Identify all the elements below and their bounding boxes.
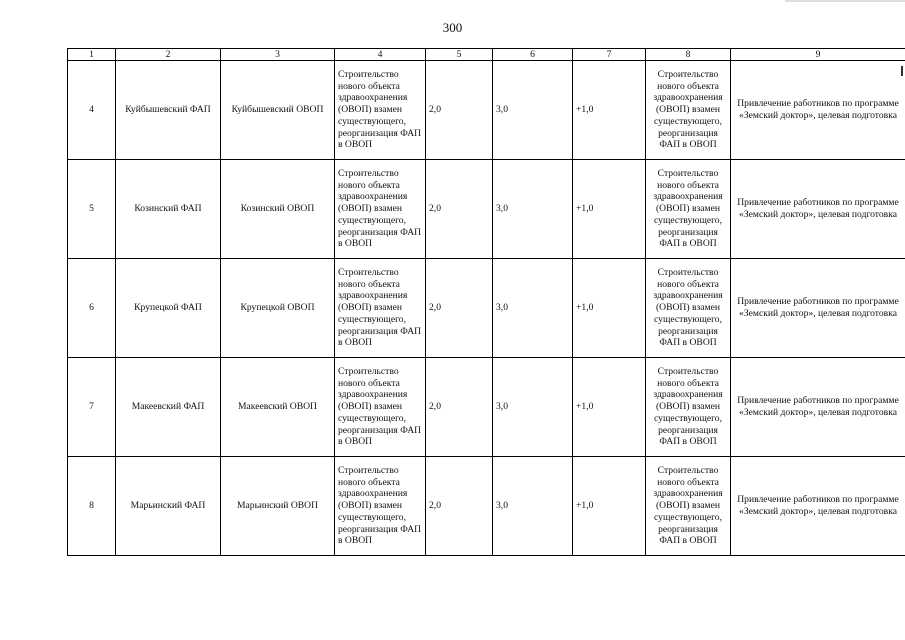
- table-row: [68, 259, 905, 358]
- measure-text: Строительство нового объекта здравоохранения (ОВОП) взамен существующего, реорганизация ФАП в ОВОП: [335, 160, 426, 259]
- row-number: 6: [68, 259, 116, 358]
- column-header: 8: [646, 49, 731, 61]
- result-text: Строительство нового объекта здравоохранения (ОВОП) взамен существующего, реорганизация ФАП в ОВОП: [646, 160, 731, 259]
- value-col7: +1,0: [573, 61, 646, 160]
- value-col7: +1,0: [573, 160, 646, 259]
- value-col7: +1,0: [573, 259, 646, 358]
- fap-name: Макеевский ФАП: [116, 358, 221, 457]
- staffing-text: Привлечение работников по программе «Земский доктор», целевая подготовка: [731, 160, 905, 259]
- result-text: Строительство нового объекта здравоохранения (ОВОП) взамен существующего, реорганизация ФАП в ОВОП: [646, 61, 731, 160]
- column-header: 5: [426, 49, 493, 61]
- measure-text: Строительство нового объекта здравоохранения (ОВОП) взамен существующего, реорганизация ФАП в ОВОП: [335, 457, 426, 556]
- table-row: [68, 457, 905, 556]
- value-col7: +1,0: [573, 457, 646, 556]
- staffing-text: Привлечение работников по программе «Земский доктор», целевая подготовка: [731, 61, 905, 160]
- table-row: [68, 61, 905, 160]
- column-header: 4: [335, 49, 426, 61]
- row-number: 5: [68, 160, 116, 259]
- fap-name: Марьинский ФАП: [116, 457, 221, 556]
- row-number: 8: [68, 457, 116, 556]
- fap-name: Куйбышевский ФАП: [116, 61, 221, 160]
- new-unit-name: Крупецкой ОВОП: [221, 259, 335, 358]
- row-number: 7: [68, 358, 116, 457]
- table-row: [68, 358, 905, 457]
- page-number: 300: [442, 20, 463, 35]
- scan-edge-strip: [785, 0, 905, 2]
- fap-name: Крупецкой ФАП: [116, 259, 221, 358]
- result-text: Строительство нового объекта здравоохранения (ОВОП) взамен существующего, реорганизация ФАП в ОВОП: [646, 358, 731, 457]
- result-text: Строительство нового объекта здравоохранения (ОВОП) взамен существующего, реорганизация ФАП в ОВОП: [646, 457, 731, 556]
- measure-text: Строительство нового объекта здравоохранения (ОВОП) взамен существующего, реорганизация ФАП в ОВОП: [335, 259, 426, 358]
- value-col7: +1,0: [573, 358, 646, 457]
- column-header: 7: [573, 49, 646, 61]
- staffing-text: Привлечение работников по программе «Земский доктор», целевая подготовка: [731, 259, 905, 358]
- measure-text: Строительство нового объекта здравоохранения (ОВОП) взамен существующего, реорганизация ФАП в ОВОП: [335, 358, 426, 457]
- value-col6: 3,0: [493, 358, 573, 457]
- staffing-text: Привлечение работников по программе «Земский доктор», целевая подготовка: [731, 457, 905, 556]
- new-unit-name: Марьинский ОВОП: [221, 457, 335, 556]
- column-header: 6: [493, 49, 573, 61]
- new-unit-name: Козинский ОВОП: [221, 160, 335, 259]
- table-row: [68, 160, 905, 259]
- doc-table: [67, 48, 905, 556]
- value-col5: 2,0: [426, 457, 493, 556]
- column-header: 2: [116, 49, 221, 61]
- column-header: 9: [731, 49, 905, 61]
- measure-text: Строительство нового объекта здравоохранения (ОВОП) взамен существующего, реорганизация ФАП в ОВОП: [335, 61, 426, 160]
- value-col5: 2,0: [426, 358, 493, 457]
- fap-name: Козинский ФАП: [116, 160, 221, 259]
- value-col5: 2,0: [426, 160, 493, 259]
- value-col5: 2,0: [426, 61, 493, 160]
- result-text: Строительство нового объекта здравоохранения (ОВОП) взамен существующего, реорганизация ФАП в ОВОП: [646, 259, 731, 358]
- row-number: 4: [68, 61, 116, 160]
- column-header: 1: [68, 49, 116, 61]
- value-col6: 3,0: [493, 457, 573, 556]
- new-unit-name: Куйбышевский ОВОП: [221, 61, 335, 160]
- new-unit-name: Макеевский ОВОП: [221, 358, 335, 457]
- value-col5: 2,0: [426, 259, 493, 358]
- value-col6: 3,0: [493, 61, 573, 160]
- value-col6: 3,0: [493, 160, 573, 259]
- column-header: 3: [221, 49, 335, 61]
- table-header-row: [68, 49, 905, 61]
- value-col6: 3,0: [493, 259, 573, 358]
- staffing-text: Привлечение работников по программе «Земский доктор», целевая подготовка: [731, 358, 905, 457]
